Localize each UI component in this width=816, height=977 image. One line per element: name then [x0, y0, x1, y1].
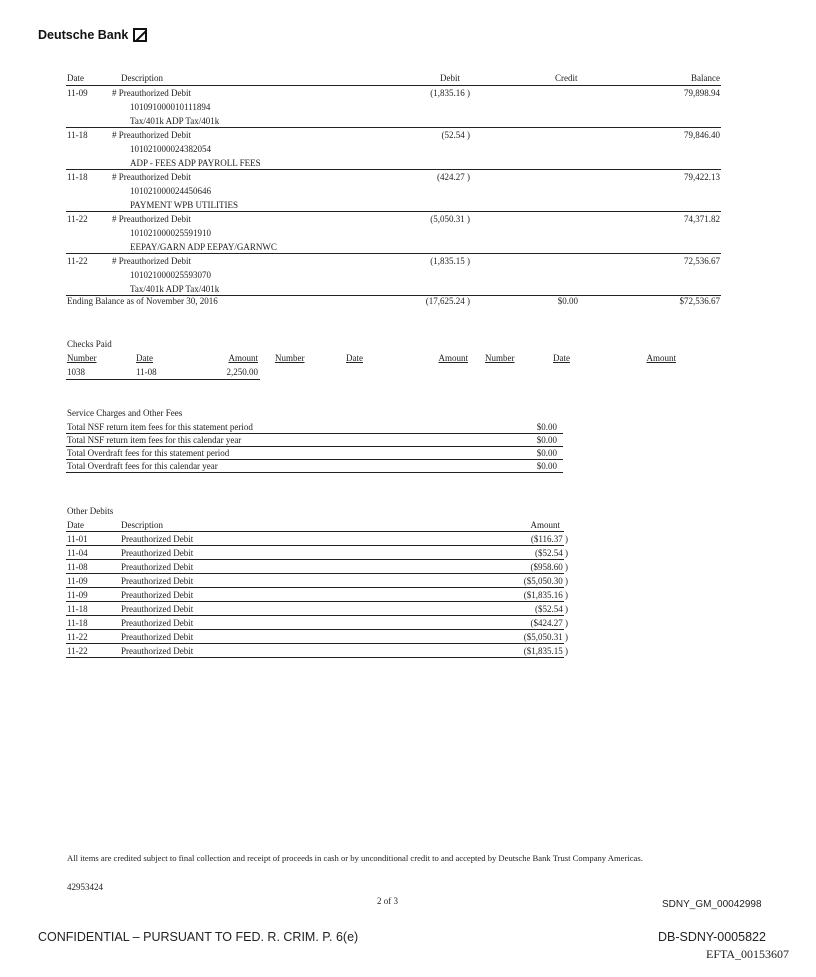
fee-value: $0.00: [536, 461, 557, 471]
other-debits-header-date: Date: [67, 520, 84, 530]
other-debit-row-rule: [66, 587, 564, 588]
checks-header-date-3: Date: [553, 353, 570, 363]
tx-row-rule: [66, 211, 721, 212]
other-debits-title: Other Debits: [67, 506, 114, 516]
service-charges-title: Service Charges and Other Fees: [67, 408, 183, 418]
checks-header-date-1: Date: [136, 353, 153, 363]
ending-debit-total: (17,625.24 ): [425, 296, 470, 306]
tx-debit: (1,835.16 ): [430, 88, 470, 98]
other-debit-date: 11-22: [67, 646, 88, 656]
tx-description-line: # Preauthorized Debit: [112, 88, 191, 98]
fee-label: Total Overdraft fees for this statement period: [67, 448, 230, 458]
other-debit-amount: ($1,835.15 ): [523, 646, 568, 656]
tx-date: 11-09: [67, 88, 88, 98]
checks-header-number-1: Number: [67, 353, 97, 363]
tx-date: 11-18: [67, 172, 88, 182]
checks-header-amount-1: Amount: [228, 353, 258, 363]
ending-balance-total: $72,536.67: [679, 296, 720, 306]
other-debit-date: 11-18: [67, 604, 88, 614]
ending-credit-total: $0.00: [557, 296, 578, 306]
tx-debit: (52.54 ): [441, 130, 470, 140]
other-debit-date: 11-18: [67, 618, 88, 628]
other-debit-description: Preauthorized Debit: [121, 646, 194, 656]
col-header-credit: Credit: [555, 73, 578, 83]
confidential-notice: CONFIDENTIAL – PURSUANT TO FED. R. CRIM. P. 6(e): [38, 930, 359, 944]
other-debit-amount: ($5,050.30 ): [523, 576, 568, 586]
other-debit-amount: ($1,835.16 ): [523, 590, 568, 600]
tx-description-line: ADP - FEES ADP PAYROLL FEES: [130, 158, 261, 168]
tx-description-line: # Preauthorized Debit: [112, 172, 191, 182]
tx-description-line: # Preauthorized Debit: [112, 256, 191, 266]
tx-balance: 72,536.67: [684, 256, 720, 266]
fee-row-rule: [66, 459, 563, 460]
tx-description-line: 101021000025591910: [130, 228, 211, 238]
fee-row-rule: [66, 446, 563, 447]
other-debit-amount: ($424.27 ): [530, 618, 568, 628]
col-header-balance: Balance: [691, 73, 720, 83]
other-debit-amount: ($52.54 ): [535, 604, 568, 614]
fee-value: $0.00: [536, 435, 557, 445]
other-debits-header-description: Description: [121, 520, 163, 530]
tx-debit: (5,050.31 ): [430, 214, 470, 224]
col-header-date: Date: [67, 73, 84, 83]
other-debit-description: Preauthorized Debit: [121, 576, 194, 586]
tx-description-line: 101091000010111894: [130, 102, 211, 112]
bank-name: Deutsche Bank: [38, 28, 129, 42]
other-debit-date: 11-22: [67, 632, 88, 642]
other-debit-amount: ($958.60 ): [530, 562, 568, 572]
other-debit-description: Preauthorized Debit: [121, 548, 194, 558]
checks-header-amount-3: Amount: [646, 353, 676, 363]
other-debit-description: Preauthorized Debit: [121, 604, 194, 614]
other-debit-description: Preauthorized Debit: [121, 618, 194, 628]
tx-date: 11-22: [67, 256, 88, 266]
other-debit-row-rule: [66, 601, 564, 602]
tx-description-line: # Preauthorized Debit: [112, 214, 191, 224]
other-debit-date: 11-09: [67, 576, 88, 586]
fee-row-rule: [66, 472, 563, 473]
other-debit-row-rule: [66, 629, 564, 630]
other-debit-amount: ($116.37 ): [530, 534, 568, 544]
check-date: 11-08: [136, 367, 157, 377]
tx-row-rule: [66, 127, 721, 128]
checks-header-date-2: Date: [346, 353, 363, 363]
fee-label: Total Overdraft fees for this calendar year: [67, 461, 218, 471]
checks-header-number-3: Number: [485, 353, 515, 363]
tx-debit: (1,835.15 ): [430, 256, 470, 266]
header-rule: [66, 85, 721, 86]
fee-row-rule: [66, 433, 563, 434]
bates-gm-number: SDNY_GM_00042998: [662, 899, 762, 910]
other-debit-amount: ($52.54 ): [535, 548, 568, 558]
efta-number: EFTA_00153607: [706, 947, 790, 961]
check-row-rule: [66, 379, 260, 380]
other-debits-header-amount: Amount: [530, 520, 560, 530]
other-debit-description: Preauthorized Debit: [121, 590, 194, 600]
tx-balance: 74,371.82: [684, 214, 720, 224]
checks-paid-title: Checks Paid: [67, 339, 112, 349]
disclaimer-text: All items are credited subject to final collection and receipt of proceeds in cash or by unconditional credit to and accepted by Deutsche Bank Trust Company Americas.: [67, 853, 643, 863]
other-debit-row-rule: [66, 643, 564, 644]
check-number: 1038: [67, 367, 85, 377]
checks-header-amount-2: Amount: [438, 353, 468, 363]
bates-db-number: DB-SDNY-0005822: [658, 930, 766, 944]
other-debit-row-rule: [66, 573, 564, 574]
check-amount: 2,250.00: [226, 367, 258, 377]
bank-logo: [38, 28, 147, 42]
other-debits-header-rule: [66, 531, 564, 532]
tx-description-line: 101021000024450646: [130, 186, 211, 196]
tx-date: 11-22: [67, 214, 88, 224]
col-header-debit: Debit: [440, 73, 460, 83]
fee-value: $0.00: [536, 448, 557, 458]
tx-balance: 79,898.94: [684, 88, 720, 98]
tx-description-line: 101021000025593070: [130, 270, 211, 280]
other-debit-row-rule: [66, 657, 564, 658]
fee-label: Total NSF return item fees for this calendar year: [67, 435, 242, 445]
tx-description-line: PAYMENT WPB UTILITIES: [130, 200, 239, 210]
other-debit-date: 11-04: [67, 548, 88, 558]
ending-balance-label: Ending Balance as of November 30, 2016: [67, 296, 218, 306]
fee-value: $0.00: [536, 422, 557, 432]
other-debit-description: Preauthorized Debit: [121, 534, 194, 544]
other-debit-date: 11-09: [67, 590, 88, 600]
col-header-description: Description: [121, 73, 163, 83]
page-number: 2 of 3: [377, 896, 398, 906]
other-debit-row-rule: [66, 615, 564, 616]
tx-description-line: 101021000024382054: [130, 144, 211, 154]
checks-header-number-2: Number: [275, 353, 305, 363]
tx-date: 11-18: [67, 130, 88, 140]
other-debit-date: 11-01: [67, 534, 88, 544]
fee-label: Total NSF return item fees for this statement period: [67, 422, 253, 432]
other-debit-description: Preauthorized Debit: [121, 562, 194, 572]
tx-description-line: Tax/401k ADP Tax/401k: [130, 284, 220, 294]
account-reference: 42953424: [67, 882, 103, 892]
other-debit-amount: ($5,050.31 ): [523, 632, 568, 642]
other-debit-description: Preauthorized Debit: [121, 632, 194, 642]
tx-description-line: Tax/401k ADP Tax/401k: [130, 116, 220, 126]
tx-row-rule: [66, 169, 721, 170]
tx-debit: (424.27 ): [437, 172, 470, 182]
tx-row-rule: [66, 253, 721, 254]
other-debit-date: 11-08: [67, 562, 88, 572]
tx-description-line: # Preauthorized Debit: [112, 130, 191, 140]
other-debit-row-rule: [66, 559, 564, 560]
deutsche-bank-slash-icon: [133, 28, 147, 42]
other-debit-row-rule: [66, 545, 564, 546]
tx-description-line: EEPAY/GARN ADP EEPAY/GARNWC: [130, 242, 277, 252]
tx-balance: 79,422.13: [684, 172, 720, 182]
tx-balance: 79,846.40: [684, 130, 720, 140]
